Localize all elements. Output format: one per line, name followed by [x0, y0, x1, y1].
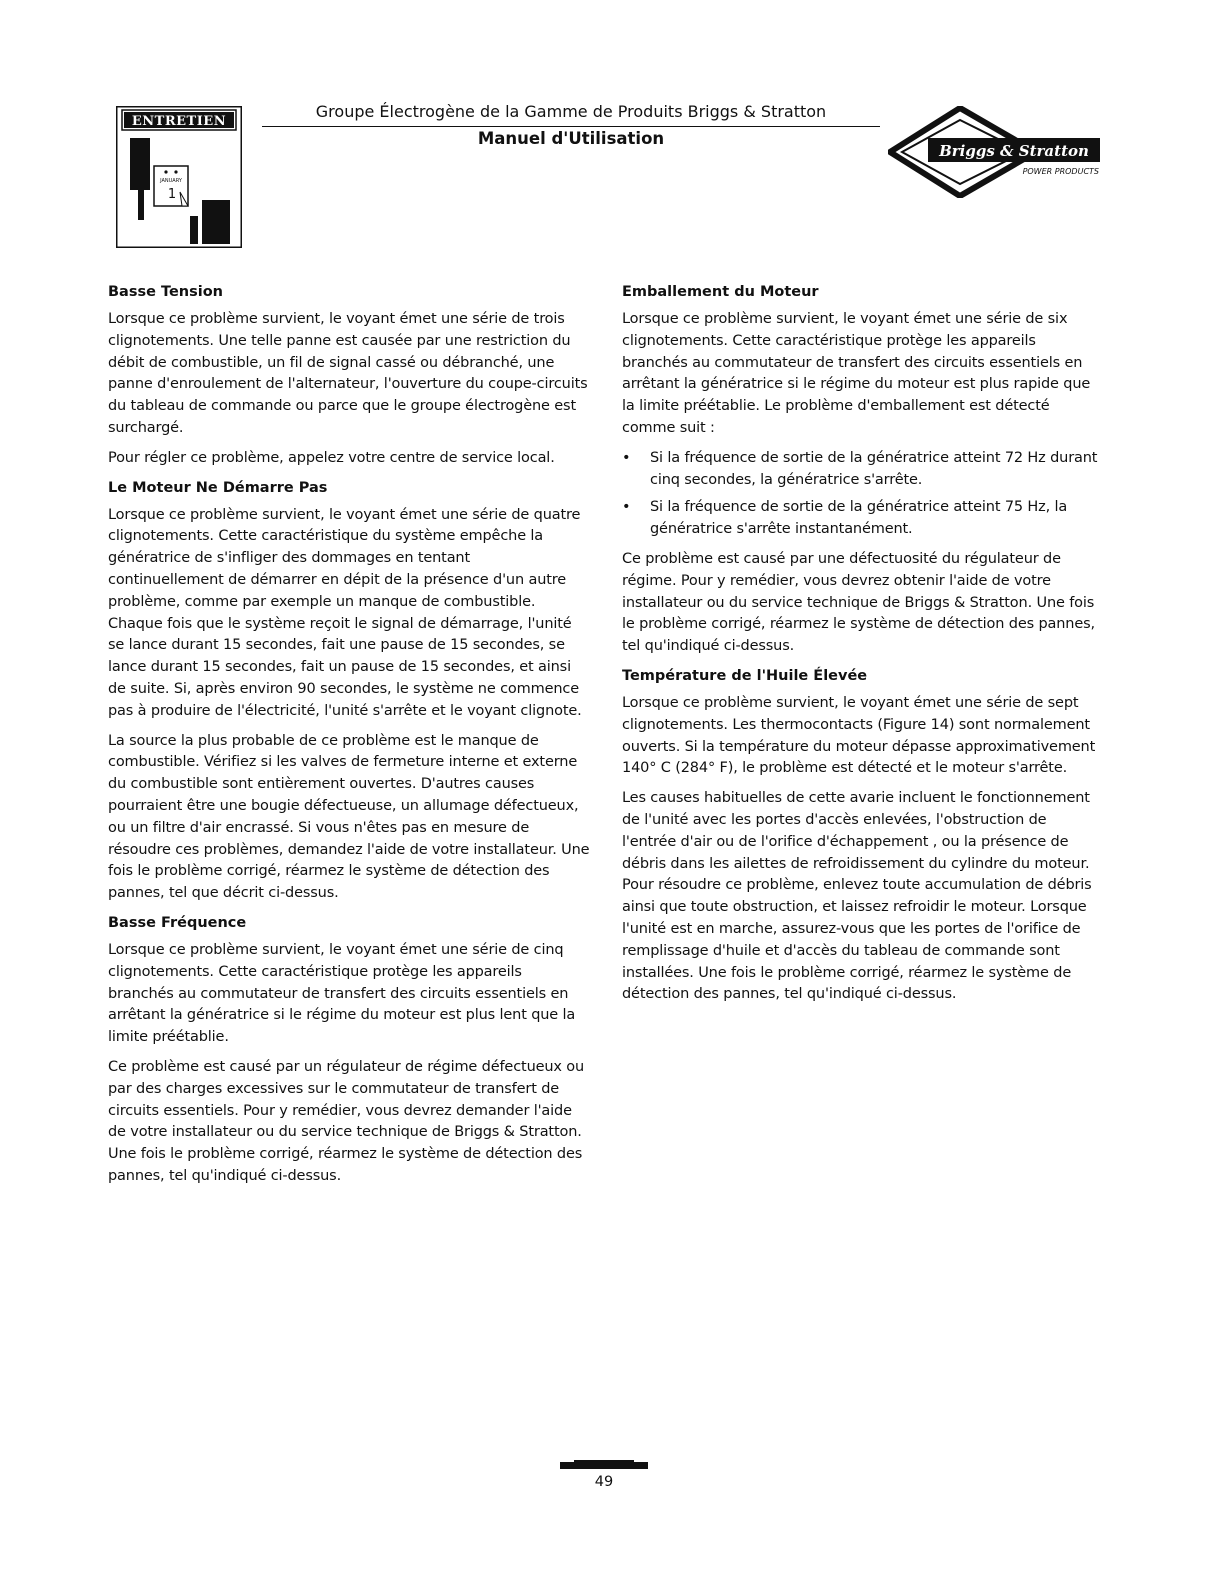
paragraph: Lorsque ce problème survient, le voyant émet une série de sept clignotements. Les thermocontacts (Figure 14) sont normalement ouverts. Si la température du moteur dépasse approximativement 140° C (284° F), le problème est détecté et le moteur s'arrête.: [622, 694, 1096, 777]
briggs-stratton-logo: [888, 106, 1106, 198]
paragraph: Les causes habituelles de cette avarie incluent le fonctionnement de l'unité avec les portes d'accès enlevées, l'obstruction de l'entrée d'air ou de l'orifice d'échappement , ou la présence de débris dans les ailettes de refroidissement du cylindre du moteur. Pour résoudre ce problème, enlevez toute accumulation de débris ainsi que toute obstruction, et laissez refroidir le moteur. Lorsque l'unité est en marche, assurez-vous que les portes de l'orifice de remplissage d'huile et d'accès du tableau de commande sont installées. Une fois le problème corrigé, réarmez le système de détection des pannes, tel qu'indiqué ci-dessus.: [622, 790, 1092, 1003]
logo-brand: Briggs & Stratton: [939, 142, 1089, 160]
header-subtitle: Groupe Électrogène de la Gamme de Produits Briggs & Stratton: [315, 102, 827, 121]
calendar-icon: [154, 166, 188, 206]
bullet-icon: •: [622, 499, 631, 516]
right-column: [622, 282, 1104, 1014]
left-column: [108, 282, 590, 1196]
heading-temperature-huile: Température de l'Huile Élevée: [622, 667, 868, 684]
header-rule: [262, 126, 880, 127]
paragraph: Pour régler ce problème, appelez votre centre de service local.: [108, 449, 555, 466]
paragraph: Lorsque ce problème survient, le voyant émet une série de trois clignotements. Une telle panne est causée par une restriction du débit de combustible, un fil de signal cassé ou débranché, une panne d'enroulement de l'alternateur, l'ouverture du coupe-circuits du tableau de commande ou parce que le groupe électrogène est surchargé.: [108, 311, 588, 436]
paragraph: Lorsque ce problème survient, le voyant émet une série de quatre clignotements. Cette caractéristique du système empêche la génératrice de s'infliger des dommages en tentant continuellement de démarrer en dépit de la présence d'un autre problème, comme par exemple un manque de combustible. Chaque fois que le système reçoit le signal de démarrage, l'unité se lance durant 15 secondes, fait une pause de 15 secondes, se lance durant 15 secondes, fait un pause de 15 secondes, et ainsi de suite. Si, après environ 90 secondes, le système ne commence pas à produire de l'électricité, l'unité s'arrête et le voyant clignote.: [108, 506, 582, 719]
heading-basse-frequence: Basse Fréquence: [108, 914, 247, 931]
entretien-section-icon: [116, 106, 242, 248]
heading-basse-tension: Basse Tension: [108, 284, 223, 300]
header-title: Manuel d'Utilisation: [477, 129, 665, 148]
paragraph: La source la plus probable de ce problème est le manque de combustible. Vérifiez si les valves de fermeture interne et externe du combustible sont entièrement ouvertes. D'autres causes pourraient être une bougie défectueuse, un allumage défectueux, ou un filtre d'air encrassé. Si vous n'êtes pas en mesure de résoudre ces problèmes, demandez l'aide de votre installateur. Une fois le problème corrigé, réarmez le système de détection des pannes, tel que décrit ci-dessus.: [108, 732, 590, 902]
calendar-month: JANUARY: [160, 178, 182, 184]
page-number: 49: [594, 1474, 614, 1490]
page-header: [262, 102, 880, 149]
paragraph: Lorsque ce problème survient, le voyant émet une série de six clignotements. Cette caractéristique protège les appareils branchés au commutateur de transfert des circuits essentiels en arrêtant la génératrice si le régime du moteur est plus rapide que la limite préétablie. Le problème d'emballement est détecté comme suit :: [622, 311, 1091, 436]
logo-tagline: POWER PRODUCTS: [1022, 167, 1099, 176]
bullet-list: [622, 448, 1104, 541]
footer-bar: [560, 1462, 648, 1469]
list-item-text: Si la fréquence de sortie de la génératrice atteint 75 Hz, la génératrice s'arrête instantanément.: [650, 499, 1068, 538]
list-item: [622, 497, 1104, 541]
calendar-day: 1: [167, 187, 177, 202]
bullet-icon: •: [622, 449, 631, 466]
list-item-text: Si la fréquence de sortie de la génératrice atteint 72 Hz durant cinq secondes, la génératrice s'arrête.: [650, 449, 1098, 488]
paragraph: Lorsque ce problème survient, le voyant émet une série de cinq clignotements. Cette caractéristique protège les appareils branchés au commutateur de transfert des circuits essentiels en arrêtant la génératrice si le régime du moteur est plus lent que la limite préétablie.: [108, 941, 576, 1046]
heading-moteur-ne-demarre-pas: Le Moteur Ne Démarre Pas: [108, 479, 328, 496]
entretien-badge-text: ENTRETIEN: [131, 114, 227, 129]
paragraph: Ce problème est causé par une défectuosité du régulateur de régime. Pour y remédier, vous devrez obtenir l'aide de votre installateur ou du service technique de Briggs & Stratton. Une fois le problème corrigé, réarmez le système de détection des pannes, tel qu'indiqué ci-dessus.: [622, 550, 1095, 655]
heading-emballement: Emballement du Moteur: [622, 284, 819, 300]
paragraph: Ce problème est causé par un régulateur de régime défectueux ou par des charges excessives sur le commutateur de transfert de circuits essentiels. Pour y remédier, vous devrez demander l'aide de votre installateur ou du service technique de Briggs & Stratton. Une fois le problème corrigé, réarmez le système de détection des pannes, tel qu'indiqué ci-dessus.: [108, 1058, 585, 1184]
list-item: [622, 448, 1104, 492]
